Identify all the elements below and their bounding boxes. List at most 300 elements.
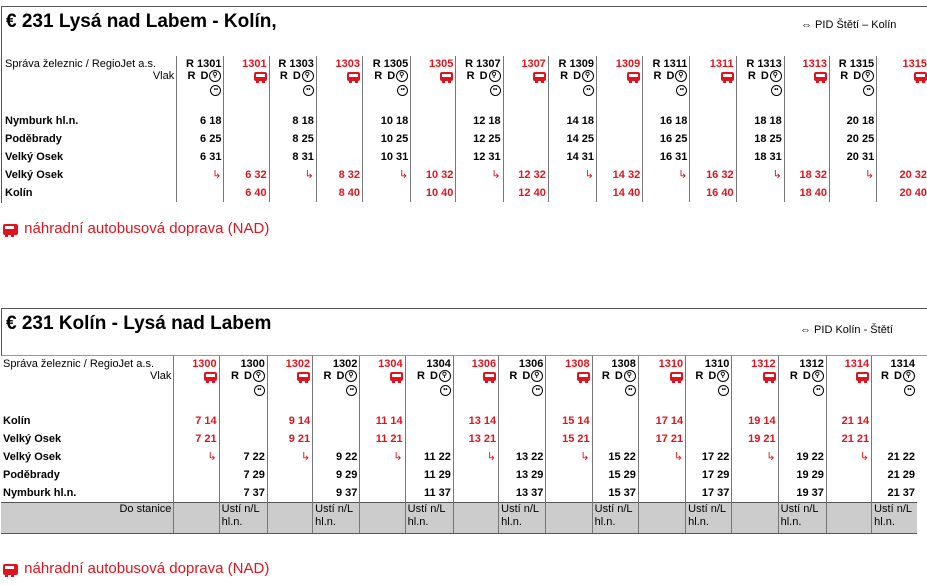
station-name: Nymburk hl.n. [5,115,79,127]
departure-time [784,148,829,166]
departure-time [313,412,360,430]
transfer-arrow-icon: ↳ [267,448,312,466]
departure-time: 18 31 [736,148,784,166]
table-row [1,466,917,484]
departure-time [224,130,269,148]
train-category-codes: R D [789,370,812,382]
departure-time: 21 37 [872,484,917,503]
table-row [3,166,927,184]
train-number: 1310 [704,358,730,370]
departure-time [174,484,219,503]
destination-cell: Ustí n/L hl.n. [499,503,546,534]
departure-time [224,112,269,130]
train-codes [458,70,500,82]
train-codes [688,370,729,382]
departure-time: 19 14 [732,412,778,430]
departure-time [638,484,685,503]
train-header [363,56,411,112]
departure-time [778,430,826,448]
departure-time: 12 18 [456,112,503,130]
station-name: Velký Osek [5,169,64,181]
train-number: 1302 [285,358,311,370]
train-number: R 1301 [185,58,222,70]
train-category-codes: R D [881,370,903,382]
train-codes [272,70,314,82]
train-codes [645,70,687,82]
timetable-title: € 231 Lysá nad Labem - Kolín, [6,11,277,32]
train-header [224,56,269,112]
departure-time: 9 21 [267,430,312,448]
train-category-codes: R D [747,70,770,82]
destination-cell [267,503,312,534]
train-number: 1306 [518,358,544,370]
destination-cell: Ustí n/L hl.n. [686,503,732,534]
wheelchair-icon: •• [874,382,915,396]
departure-time: 9 22 [313,448,360,466]
train-number: 1314 [844,358,870,370]
departure-time [732,466,778,484]
departure-time [784,130,829,148]
bus-icon [254,72,267,81]
train-header [597,56,643,112]
train-header [405,356,453,412]
departure-time: 14 40 [597,184,643,202]
departure-time: 17 37 [686,484,732,503]
transfer-arrow-icon: ↳ [736,166,784,184]
train-header [267,356,312,412]
train-number: 1308 [565,358,590,370]
departure-time [316,112,362,130]
train-category-codes: R D [840,70,863,82]
departure-time: 13 37 [499,484,546,503]
departure-time: 17 14 [638,412,685,430]
departure-time: 19 21 [732,430,778,448]
train-codes [315,370,357,382]
train-header [503,56,548,112]
train-header [316,56,362,112]
departure-time: 21 14 [826,412,871,430]
bicycle-icon: ⚲ [862,70,874,82]
header-row [3,56,927,112]
train-codes [832,70,874,82]
departure-time: 18 40 [784,184,829,202]
departure-time [732,484,778,503]
train-number: 1302 [332,358,358,370]
train-number: 1300 [192,358,217,370]
departure-time: 18 25 [736,130,784,148]
departure-time: 13 22 [499,448,546,466]
table-row [1,448,917,466]
transfer-arrow-icon: ↳ [548,166,596,184]
departure-time [546,484,592,503]
departure-time [784,112,829,130]
bus-icon [627,72,640,81]
timetable-grid [1,356,917,534]
departure-time: 16 25 [643,130,690,148]
departure-time [219,430,267,448]
destination-cell: Ustí n/L hl.n. [872,503,917,534]
train-header [360,356,405,412]
departure-time: 8 32 [316,166,362,184]
departure-time: 11 14 [360,412,405,430]
train-header [456,56,503,112]
train-category-codes: R D [695,370,718,382]
departure-time: 20 40 [877,184,927,202]
departure-time [826,484,871,503]
wheelchair-icon: •• [645,82,687,96]
departure-time: 15 29 [592,466,638,484]
bicycle-icon: ⚲ [302,70,314,82]
train-number: R 1307 [465,58,501,70]
train-header [784,56,829,112]
departure-time [219,412,267,430]
wheelchair-icon: •• [595,382,636,396]
train-number: 1304 [378,358,403,370]
departure-time [503,130,548,148]
bus-icon [483,372,496,381]
departure-time [316,130,362,148]
departure-time: 18 18 [736,112,784,130]
departure-time [360,466,405,484]
transfer-arrow-icon: ↳ [269,166,316,184]
train-number: R 1313 [746,58,782,70]
station-name: Velký Osek [3,433,62,445]
train-number: 1306 [471,358,497,370]
departure-time: 10 40 [411,184,456,202]
departure-time: 6 32 [224,166,269,184]
departure-time: 15 14 [546,412,592,430]
wheelchair-icon: •• [408,382,451,396]
departure-time: 17 21 [638,430,685,448]
departure-time [548,184,596,202]
departure-time [177,184,224,202]
departure-time [499,430,546,448]
train-number: R 1315 [838,58,875,70]
transfer-arrow-icon: ↳ [360,448,405,466]
station-name: Nymburk hl.n. [3,487,77,499]
train-number: R 1311 [652,58,688,70]
train-number: 1310 [658,358,684,370]
bicycle-icon: ⚲ [903,370,915,382]
bicycle-icon: ⚲ [770,70,782,82]
transfer-arrow-icon: ↳ [546,448,592,466]
departure-time: 14 32 [597,166,643,184]
destination-cell [732,503,778,534]
station-name: Poděbrady [5,133,62,145]
departure-time: 13 21 [453,430,498,448]
train-number: 1315 [902,58,927,70]
station-name: Kolín [5,187,33,199]
destination-cell [360,503,405,534]
departure-time: 12 31 [456,148,503,166]
departure-time [316,148,362,166]
train-header [269,56,316,112]
departure-time [224,148,269,166]
departure-time: 14 31 [548,148,596,166]
departure-time [638,466,685,484]
train-header [826,356,871,412]
wheelchair-icon: •• [272,82,314,96]
departure-time [546,466,592,484]
train-header [313,356,360,412]
departure-time [877,148,927,166]
departure-time [690,112,736,130]
route-label: ⇔ PID Štětí – Kolín [801,19,897,31]
departure-time: 11 22 [405,448,453,466]
departure-time: 8 31 [269,148,316,166]
bus-icon [390,372,403,381]
departure-time: 13 29 [499,466,546,484]
train-codes [365,70,408,82]
train-label: Vlak [150,370,172,382]
bicycle-icon: ⚲ [717,370,729,382]
train-label: Vlak [152,70,175,82]
departure-time: 20 31 [829,148,876,166]
departure-time: 10 31 [363,148,411,166]
departure-time: 12 25 [456,130,503,148]
train-category-codes: R D [509,370,532,382]
departure-time [360,484,405,503]
station-name: Poděbrady [3,469,60,481]
train-header [686,356,732,412]
table-row [3,112,927,130]
departure-time: 19 29 [778,466,826,484]
departure-time [686,412,732,430]
table-row [1,484,917,503]
train-codes [408,370,451,382]
departure-time [405,412,453,430]
wheelchair-icon: •• [222,382,265,396]
departure-time [592,412,638,430]
departure-time [829,184,876,202]
departure-time: 20 25 [829,130,876,148]
train-codes [179,70,221,82]
departure-time: 11 29 [405,466,453,484]
departure-time [872,412,917,430]
train-number: R 1309 [558,58,595,70]
train-header [638,356,685,412]
departure-time [411,148,456,166]
destination-cell [638,503,685,534]
train-header [177,56,224,112]
station-name: Kolín [3,415,31,427]
train-codes [781,370,824,382]
wheelchair-icon: •• [688,382,729,396]
nad-note [3,560,269,577]
departure-time: 6 40 [224,184,269,202]
departure-time: 6 31 [177,148,224,166]
timetable-title: € 231 Kolín - Lysá nad Labem [6,313,272,334]
bicycle-icon: ⚲ [253,370,265,382]
transfer-arrow-icon: ↳ [638,448,685,466]
departure-time [877,130,927,148]
departure-time [363,184,411,202]
route-label: ⇔ PID Kolín - Štětí [800,324,893,336]
departure-time: 21 29 [872,466,917,484]
departure-time [877,112,927,130]
departure-time: 10 18 [363,112,411,130]
train-number: R 1305 [372,58,409,70]
train-header [219,356,267,412]
train-codes [551,70,594,82]
departure-time [597,148,643,166]
bicycle-icon: ⚲ [209,70,221,82]
transfer-arrow-icon: ↳ [732,448,778,466]
departure-time: 11 37 [405,484,453,503]
wheelchair-icon: •• [458,82,500,96]
wheelchair-icon: •• [781,382,824,396]
train-category-codes: R D [323,370,346,382]
train-number: 1305 [428,58,454,70]
departure-time [597,130,643,148]
transfer-arrow-icon: ↳ [177,166,224,184]
departure-time: 10 25 [363,130,411,148]
departure-time [736,184,784,202]
train-header [690,56,736,112]
departure-time [690,148,736,166]
bicycle-icon: ⚲ [624,370,636,382]
departure-time: 9 37 [313,484,360,503]
transfer-arrow-icon: ↳ [174,448,219,466]
destination-cell: Ustí n/L hl.n. [405,503,453,534]
departure-time [592,430,638,448]
header-label [1,356,174,412]
destination-cell [453,503,498,534]
train-codes [501,370,543,382]
train-header [174,356,219,412]
departure-time [686,430,732,448]
train-number: 1309 [615,58,641,70]
departure-time: 7 14 [174,412,219,430]
bicycle-icon: ⚲ [489,70,501,82]
table-row [1,412,917,430]
footer-row [1,503,917,534]
train-header [453,356,498,412]
departure-time [411,130,456,148]
departure-time [597,112,643,130]
bus-icon [814,72,827,81]
departure-time: 15 21 [546,430,592,448]
departure-time: 8 25 [269,130,316,148]
train-number: 1314 [890,358,915,370]
train-header [736,56,784,112]
departure-time: 7 21 [174,430,219,448]
train-number: 1300 [240,358,265,370]
bus-icon [3,224,18,235]
departure-time: 14 18 [548,112,596,130]
train-number: 1312 [799,358,824,370]
train-header [499,356,546,412]
bicycle-icon: ⚲ [345,370,357,382]
departure-time: 6 18 [177,112,224,130]
nad-note-text: náhradní autobusová doprava (NAD) [24,220,270,237]
timetable-231-kolin-lysa [1,308,927,356]
departure-time: 17 29 [686,466,732,484]
train-number: 1308 [611,358,636,370]
departure-time: 9 29 [313,466,360,484]
wheelchair-icon: •• [501,382,543,396]
transfer-arrow-icon: ↳ [363,166,411,184]
departure-time: 16 18 [643,112,690,130]
departure-time: 10 32 [411,166,456,184]
bicycle-icon: ⚲ [675,70,687,82]
departure-time [267,466,312,484]
train-category-codes: R D [416,370,439,382]
departure-time [503,112,548,130]
train-category-codes: R D [466,70,489,82]
train-header [872,356,917,412]
wheelchair-icon: •• [739,82,782,96]
transfer-arrow-icon: ↳ [643,166,690,184]
train-codes [874,370,915,382]
train-category-codes: R D [374,70,397,82]
departure-time [872,430,917,448]
departure-time: 7 37 [219,484,267,503]
bus-icon [204,372,217,381]
wheelchair-icon: •• [551,82,594,96]
train-header [592,356,638,412]
departure-time: 20 18 [829,112,876,130]
train-category-codes: R D [560,70,583,82]
departure-time [456,184,503,202]
departure-time: 13 14 [453,412,498,430]
departure-time [778,412,826,430]
departure-time [453,466,498,484]
departure-time [503,148,548,166]
bus-icon [3,564,18,575]
train-header [829,56,876,112]
departure-time [411,112,456,130]
departure-time: 6 25 [177,130,224,148]
departure-time: 21 21 [826,430,871,448]
station-name: Velký Osek [3,451,62,463]
bus-icon [914,72,927,81]
train-number: 1301 [242,58,267,70]
departure-time: 20 32 [877,166,927,184]
departure-time [313,430,360,448]
destination-cell: Ustí n/L hl.n. [778,503,826,534]
departure-time: 19 22 [778,448,826,466]
bus-icon [533,72,546,81]
wheelchair-icon: •• [832,82,874,96]
transfer-arrow-icon: ↳ [453,448,498,466]
destination-cell: Ustí n/L hl.n. [313,503,360,534]
bus-icon [297,372,310,381]
transfer-arrow-icon: ↳ [829,166,876,184]
departure-time: 8 40 [316,184,362,202]
train-header [877,56,927,112]
bicycle-icon: ⚲ [439,370,451,382]
train-category-codes: R D [230,370,253,382]
train-header [778,356,826,412]
bicycle-icon: ⚲ [812,370,824,382]
transfer-arrow-icon: ↳ [826,448,871,466]
departure-time [826,466,871,484]
bus-icon [721,72,734,81]
train-number: 1303 [335,58,361,70]
timetable-231-lysa-kolin [1,6,927,203]
train-header [548,56,596,112]
destination-cell [826,503,871,534]
bus-icon [670,372,683,381]
departure-time: 7 29 [219,466,267,484]
train-number: R 1303 [278,58,314,70]
train-header [546,356,592,412]
wheelchair-icon: •• [315,382,357,396]
destination-cell [546,503,592,534]
station-name: Velký Osek [5,151,64,163]
header-row [1,356,917,412]
